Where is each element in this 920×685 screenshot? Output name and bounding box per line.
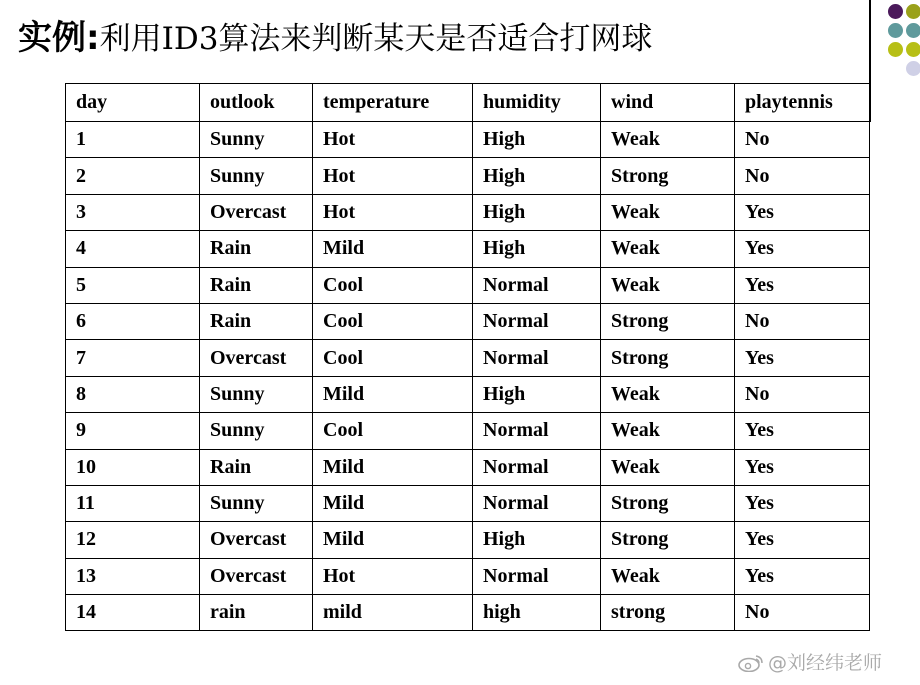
table-cell: Overcast — [200, 558, 313, 594]
table-cell: Normal — [473, 485, 601, 521]
table-cell: Sunny — [200, 158, 313, 194]
table-cell: strong — [601, 595, 735, 631]
table-cell: Weak — [601, 558, 735, 594]
column-header: outlook — [200, 84, 313, 122]
table-cell: Rain — [200, 449, 313, 485]
table-cell: Yes — [735, 558, 870, 594]
table-cell: Weak — [601, 376, 735, 412]
table-cell: 13 — [66, 558, 200, 594]
table-row — [66, 194, 870, 230]
table-cell: 7 — [66, 340, 200, 376]
table-cell: High — [473, 231, 601, 267]
table-cell: Mild — [313, 231, 473, 267]
table-cell: 9 — [66, 413, 200, 449]
table-cell: Yes — [735, 485, 870, 521]
tennis-data-table — [65, 83, 870, 631]
table-cell: Hot — [313, 194, 473, 230]
table-cell: Rain — [200, 267, 313, 303]
table-cell: Weak — [601, 231, 735, 267]
table-cell: Cool — [313, 413, 473, 449]
table-cell: No — [735, 303, 870, 339]
weibo-icon — [738, 654, 764, 672]
table-cell: Weak — [601, 413, 735, 449]
table-cell: Sunny — [200, 485, 313, 521]
column-header: temperature — [313, 84, 473, 122]
table-cell: Sunny — [200, 122, 313, 158]
table-cell: Hot — [313, 158, 473, 194]
table-cell: Mild — [313, 485, 473, 521]
table-cell: Strong — [601, 522, 735, 558]
table-cell: Yes — [735, 522, 870, 558]
table-cell: Normal — [473, 413, 601, 449]
table-cell: Hot — [313, 558, 473, 594]
table-cell: No — [735, 122, 870, 158]
table-cell: Sunny — [200, 376, 313, 412]
title-text: 利用ID3算法来判断某天是否适合打网球 — [99, 21, 653, 57]
table-cell: 8 — [66, 376, 200, 412]
table-row — [66, 485, 870, 521]
table-cell: No — [735, 376, 870, 412]
table-row — [66, 376, 870, 412]
table-cell: Normal — [473, 449, 601, 485]
table-cell: Yes — [735, 194, 870, 230]
table-cell: High — [473, 376, 601, 412]
table-row — [66, 558, 870, 594]
table-cell: Yes — [735, 413, 870, 449]
watermark-text: @刘经纬老师 — [768, 652, 883, 674]
decor-dot — [888, 42, 903, 57]
decor-dot — [906, 23, 920, 38]
table-cell: Yes — [735, 231, 870, 267]
table-cell: Rain — [200, 303, 313, 339]
table-cell: Cool — [313, 267, 473, 303]
table-row — [66, 267, 870, 303]
table-cell: Weak — [601, 194, 735, 230]
table-row — [66, 122, 870, 158]
table-cell: mild — [313, 595, 473, 631]
table-cell: 5 — [66, 267, 200, 303]
decorative-dots — [888, 4, 920, 104]
table-cell: Sunny — [200, 413, 313, 449]
table-cell: Overcast — [200, 194, 313, 230]
column-header: playtennis — [735, 84, 870, 122]
title-prefix: 实例 — [18, 18, 86, 58]
table-cell: Normal — [473, 267, 601, 303]
table-cell: Yes — [735, 449, 870, 485]
table-cell: High — [473, 122, 601, 158]
column-header: humidity — [473, 84, 601, 122]
table-cell: Mild — [313, 376, 473, 412]
column-header: wind — [601, 84, 735, 122]
table-cell: High — [473, 194, 601, 230]
table-cell: Mild — [313, 522, 473, 558]
slide-title — [18, 14, 652, 63]
table-cell: rain — [200, 595, 313, 631]
table-row — [66, 595, 870, 631]
table-cell: 4 — [66, 231, 200, 267]
table-row — [66, 340, 870, 376]
table-cell: Mild — [313, 449, 473, 485]
table-cell: 3 — [66, 194, 200, 230]
table-cell: 14 — [66, 595, 200, 631]
table-cell: Rain — [200, 231, 313, 267]
table-cell: Weak — [601, 449, 735, 485]
table-cell: Hot — [313, 122, 473, 158]
decor-dot — [906, 61, 920, 76]
table-cell: 12 — [66, 522, 200, 558]
decor-dot — [906, 4, 920, 19]
decor-dot — [906, 42, 920, 57]
table-row — [66, 522, 870, 558]
table-cell: Strong — [601, 340, 735, 376]
table-cell: 11 — [66, 485, 200, 521]
table-row — [66, 449, 870, 485]
table-cell: Strong — [601, 303, 735, 339]
table-cell: Overcast — [200, 340, 313, 376]
table-cell: Cool — [313, 303, 473, 339]
decor-dot — [888, 4, 903, 19]
table-row — [66, 413, 870, 449]
table-cell: Strong — [601, 485, 735, 521]
table-cell: high — [473, 595, 601, 631]
decor-dot — [888, 23, 903, 38]
table-row — [66, 303, 870, 339]
table-cell: Normal — [473, 558, 601, 594]
table-cell: High — [473, 522, 601, 558]
table-cell: No — [735, 595, 870, 631]
table-cell: Cool — [313, 340, 473, 376]
table-cell: 10 — [66, 449, 200, 485]
watermark — [738, 648, 882, 675]
table-cell: Yes — [735, 340, 870, 376]
table-cell: High — [473, 158, 601, 194]
table-cell: Strong — [601, 158, 735, 194]
table-cell: 1 — [66, 122, 200, 158]
table-cell: Weak — [601, 122, 735, 158]
table-cell: Weak — [601, 267, 735, 303]
table-cell: No — [735, 158, 870, 194]
table-cell: Overcast — [200, 522, 313, 558]
table-cell: 2 — [66, 158, 200, 194]
table-header-row — [66, 84, 870, 122]
column-header: day — [66, 84, 200, 122]
title-colon: : — [86, 18, 100, 58]
table-row — [66, 158, 870, 194]
table-row — [66, 231, 870, 267]
table-cell: Normal — [473, 303, 601, 339]
table-cell: 6 — [66, 303, 200, 339]
table-cell: Yes — [735, 267, 870, 303]
table-cell: Normal — [473, 340, 601, 376]
